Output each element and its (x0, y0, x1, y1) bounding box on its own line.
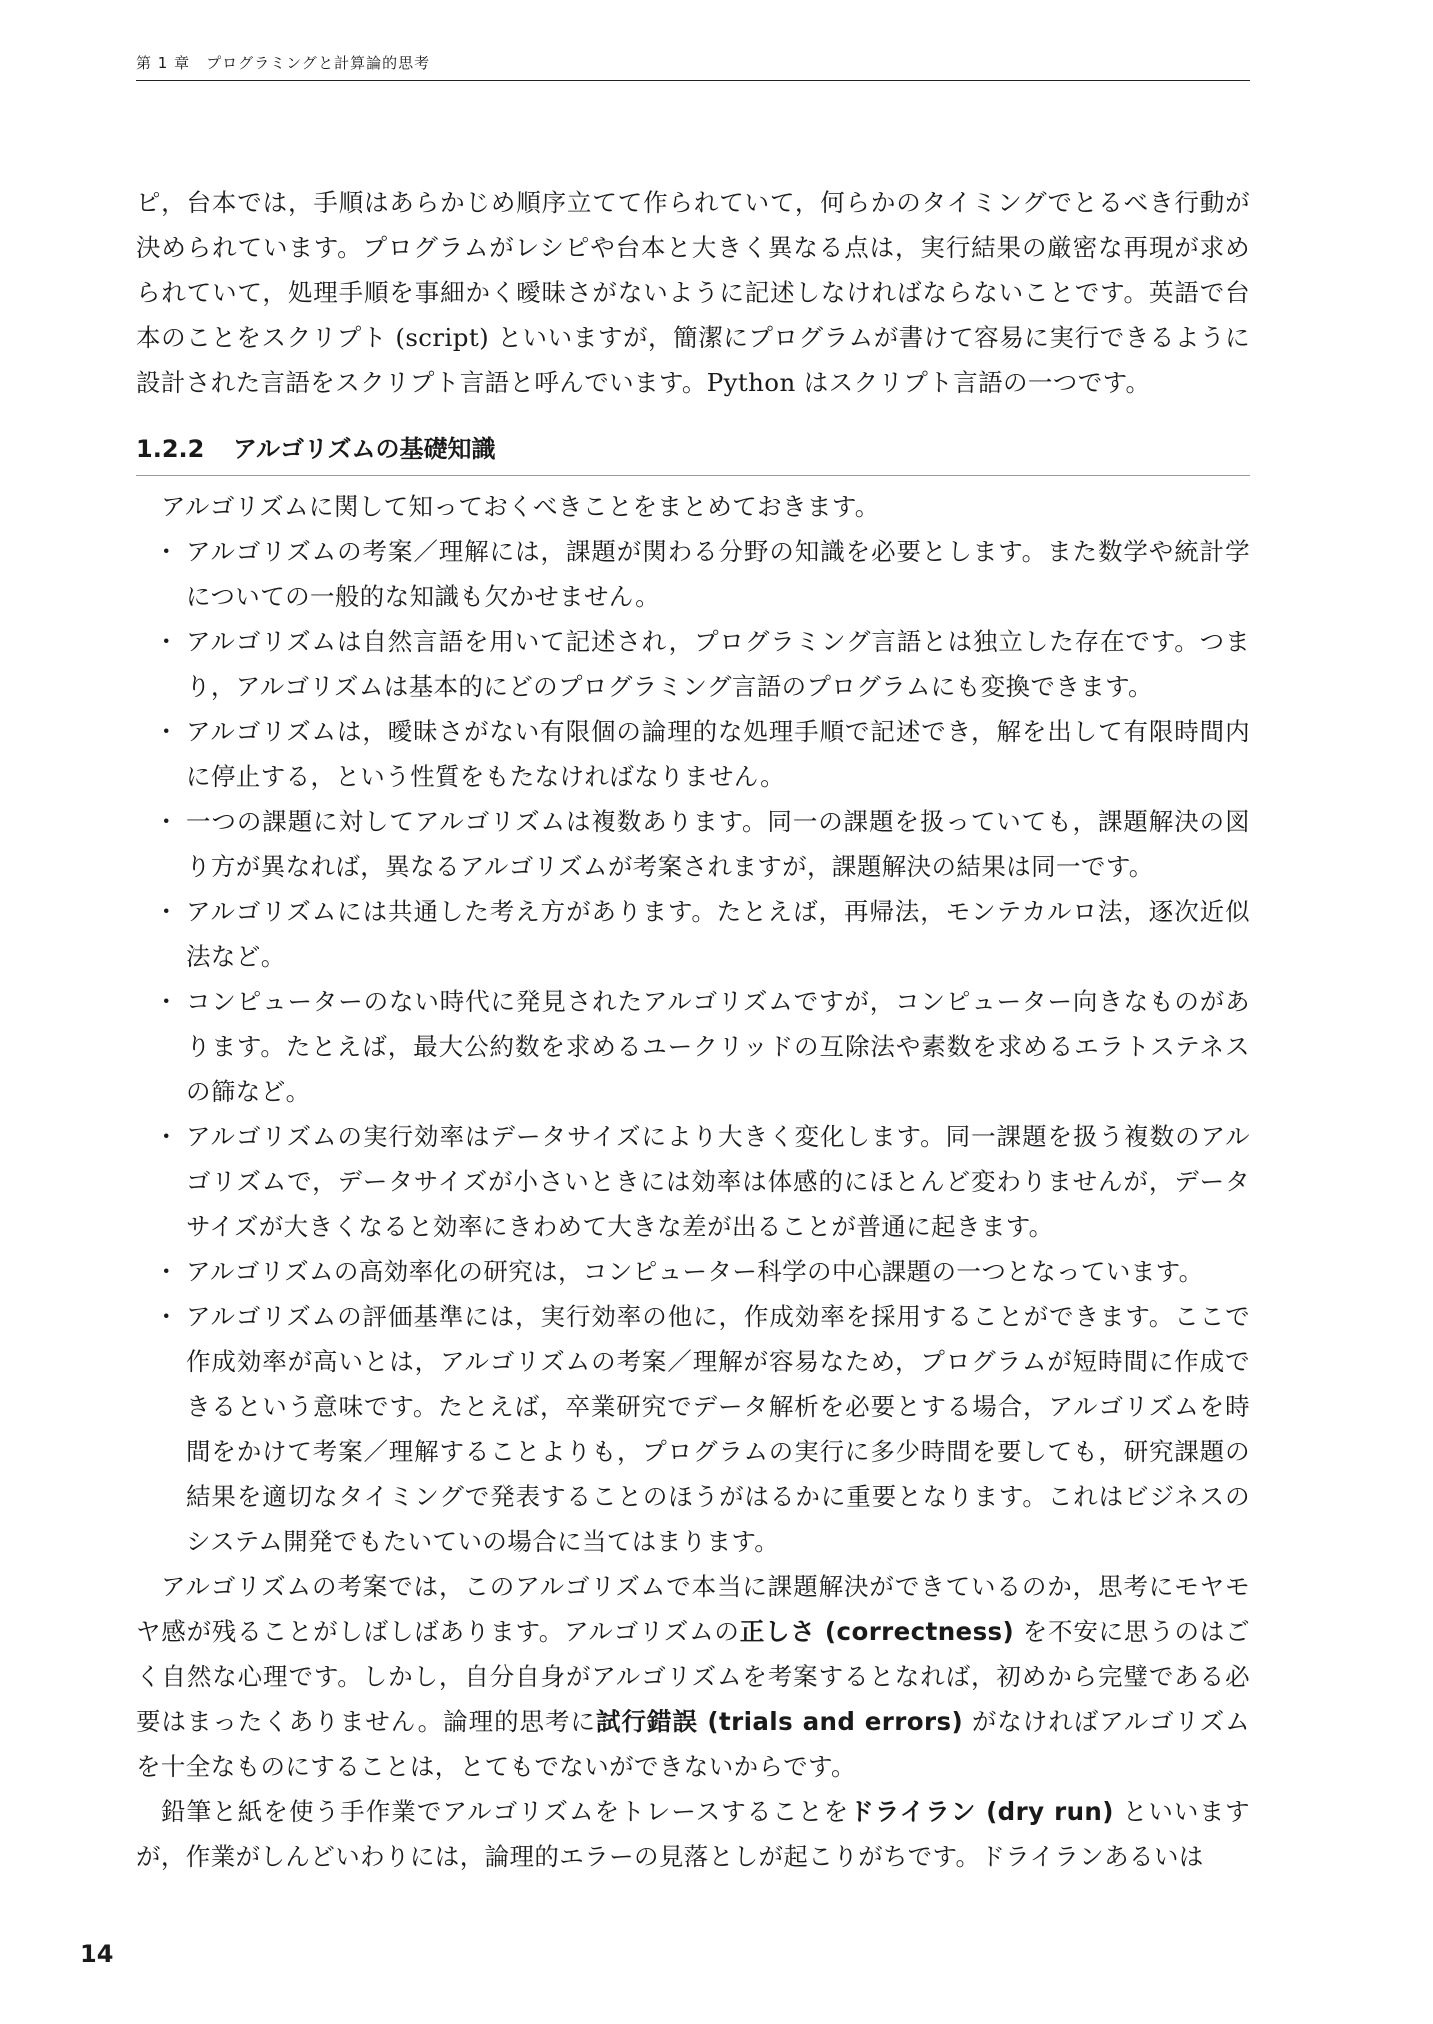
term-trials-and-errors: 試行錯誤 (trials and errors) (595, 1707, 964, 1736)
bullet-mark: ・ (154, 627, 179, 656)
bullet-item (136, 709, 1250, 799)
bullet-text: アルゴリズムの実行効率はデータサイズにより大きく変化します。同一課題を扱う複数のアルゴリズムで，データサイズが小さいときには効率は体感的にほとんど変わりませんが，データサイズが大きくなると効率にきわめて大きな差が出ることが普通に起きます。 (186, 1122, 1250, 1241)
section-number: 1.2.2 (136, 435, 205, 463)
bullet-item (136, 799, 1250, 889)
paragraph-text: を不安に思うのはごく自然な心理です。しかし，自分自身がアルゴリズムを考案するとなれば，初めから完璧である必要はまったくありません。論理的思考に (136, 1617, 1251, 1736)
bullet-item (136, 1114, 1250, 1249)
bullet-text: コンピューターのない時代に発見されたアルゴリズムですが，コンピューター向きなものがあります。たとえば，最大公約数を求めるユークリッドの互除法や素数を求めるエラトステネスの篩など。 (186, 987, 1250, 1106)
bullet-mark: ・ (154, 897, 179, 926)
bullet-item (136, 529, 1250, 619)
intro-paragraph: ピ，台本では，手順はあらかじめ順序立てて作られていて，何らかのタイミングでとるべき行動が決められています。プログラムがレシピや台本と大きく異なる点は，実行結果の厳密な再現が求められていて，処理手順を事細かく曖昧さがないように記述しなければならないことです。英語で台本のことをスクリプト (script) といいますが，簡潔にプログラムが書けて容易に実行できるように設計された言語をスクリプト言語と呼んでいます。Python はスクリプト言語の一つです。 (136, 188, 1250, 397)
page-number: 14 (80, 1940, 114, 1968)
bullet-mark: ・ (154, 1302, 179, 1331)
bullet-mark: ・ (154, 987, 179, 1016)
correctness-paragraph (136, 1564, 1250, 1789)
running-head: 第 1 章 プログラミングと計算論的思考 (136, 52, 1250, 81)
section-title: アルゴリズムの基礎知識 (233, 435, 496, 463)
bullet-text: アルゴリズムは，曖昧さがない有限個の論理的な処理手順で記述でき，解を出して有限時間内に停止する，という性質をもたなければなりません。 (186, 717, 1250, 791)
term-correctness: 正しさ (correctness) (739, 1617, 1015, 1646)
bullet-item (136, 979, 1250, 1114)
bullet-item (136, 1249, 1250, 1294)
bullet-mark: ・ (154, 537, 179, 566)
bullet-item (136, 619, 1250, 709)
paragraph-text: 鉛筆と紙を使う手作業でアルゴリズムをトレースすることを (161, 1797, 850, 1826)
bullet-item (136, 1294, 1250, 1564)
paragraph-text: がなければアルゴリズムを十全なものにすることは，とてもでないができないからです。 (136, 1707, 1250, 1781)
bullet-text: アルゴリズムは自然言語を用いて記述され，プログラミング言語とは独立した存在です。つまり，アルゴリズムは基本的にどのプログラミング言語のプログラムにも変換できます。 (186, 627, 1250, 701)
bullet-item (136, 889, 1250, 979)
dry-run-paragraph (136, 1789, 1250, 1879)
bullet-text: アルゴリズムの高効率化の研究は，コンピューター科学の中心課題の一つとなっています。 (186, 1257, 1204, 1286)
bullet-text: 一つの課題に対してアルゴリズムは複数あります。同一の課題を扱っていても，課題解決の図り方が異なれば，異なるアルゴリズムが考案されますが，課題解決の結果は同一です。 (186, 807, 1250, 881)
bullet-text: アルゴリズムには共通した考え方があります。たとえば，再帰法，モンテカルロ法，逐次近似法など。 (186, 897, 1250, 971)
bullet-mark: ・ (154, 1122, 179, 1151)
bullet-text: アルゴリズムの考案／理解には，課題が関わる分野の知識を必要とします。また数学や統計学についての一般的な知識も欠かせません。 (186, 537, 1250, 611)
paragraph-text: アルゴリズムの考案では，このアルゴリズムで本当に課題解決ができているのか，思考にモヤモヤ感が残ることがしばしばあります。アルゴリズムの (136, 1572, 1250, 1646)
section-lead: アルゴリズムに関して知っておくべきことをまとめておきます。 (161, 492, 880, 521)
section-heading (136, 427, 1250, 476)
paragraph-text: といいますが，作業がしんどいわりには，論理的エラーの見落としが起こりがちです。ドライランあるいは (136, 1797, 1250, 1871)
bullet-mark: ・ (154, 807, 179, 836)
page-body (136, 180, 1250, 1879)
bullet-mark: ・ (154, 717, 179, 746)
term-dry-run: ドライラン (dry run) (849, 1797, 1114, 1826)
bullet-text: アルゴリズムの評価基準には，実行効率の他に，作成効率を採用することができます。ここで作成効率が高いとは，アルゴリズムの考案／理解が容易なため，プログラムが短時間に作成できるという意味です。たとえば，卒業研究でデータ解析を必要とする場合，アルゴリズムを時間をかけて考案／理解することよりも，プログラムの実行に多少時間を要しても，研究課題の結果を適切なタイミングで発表することのほうがはるかに重要となります。これはビジネスのシステム開発でもたいていの場合に当てはまります。 (186, 1302, 1250, 1556)
bullet-mark: ・ (154, 1257, 179, 1286)
bullet-list (136, 529, 1250, 1564)
